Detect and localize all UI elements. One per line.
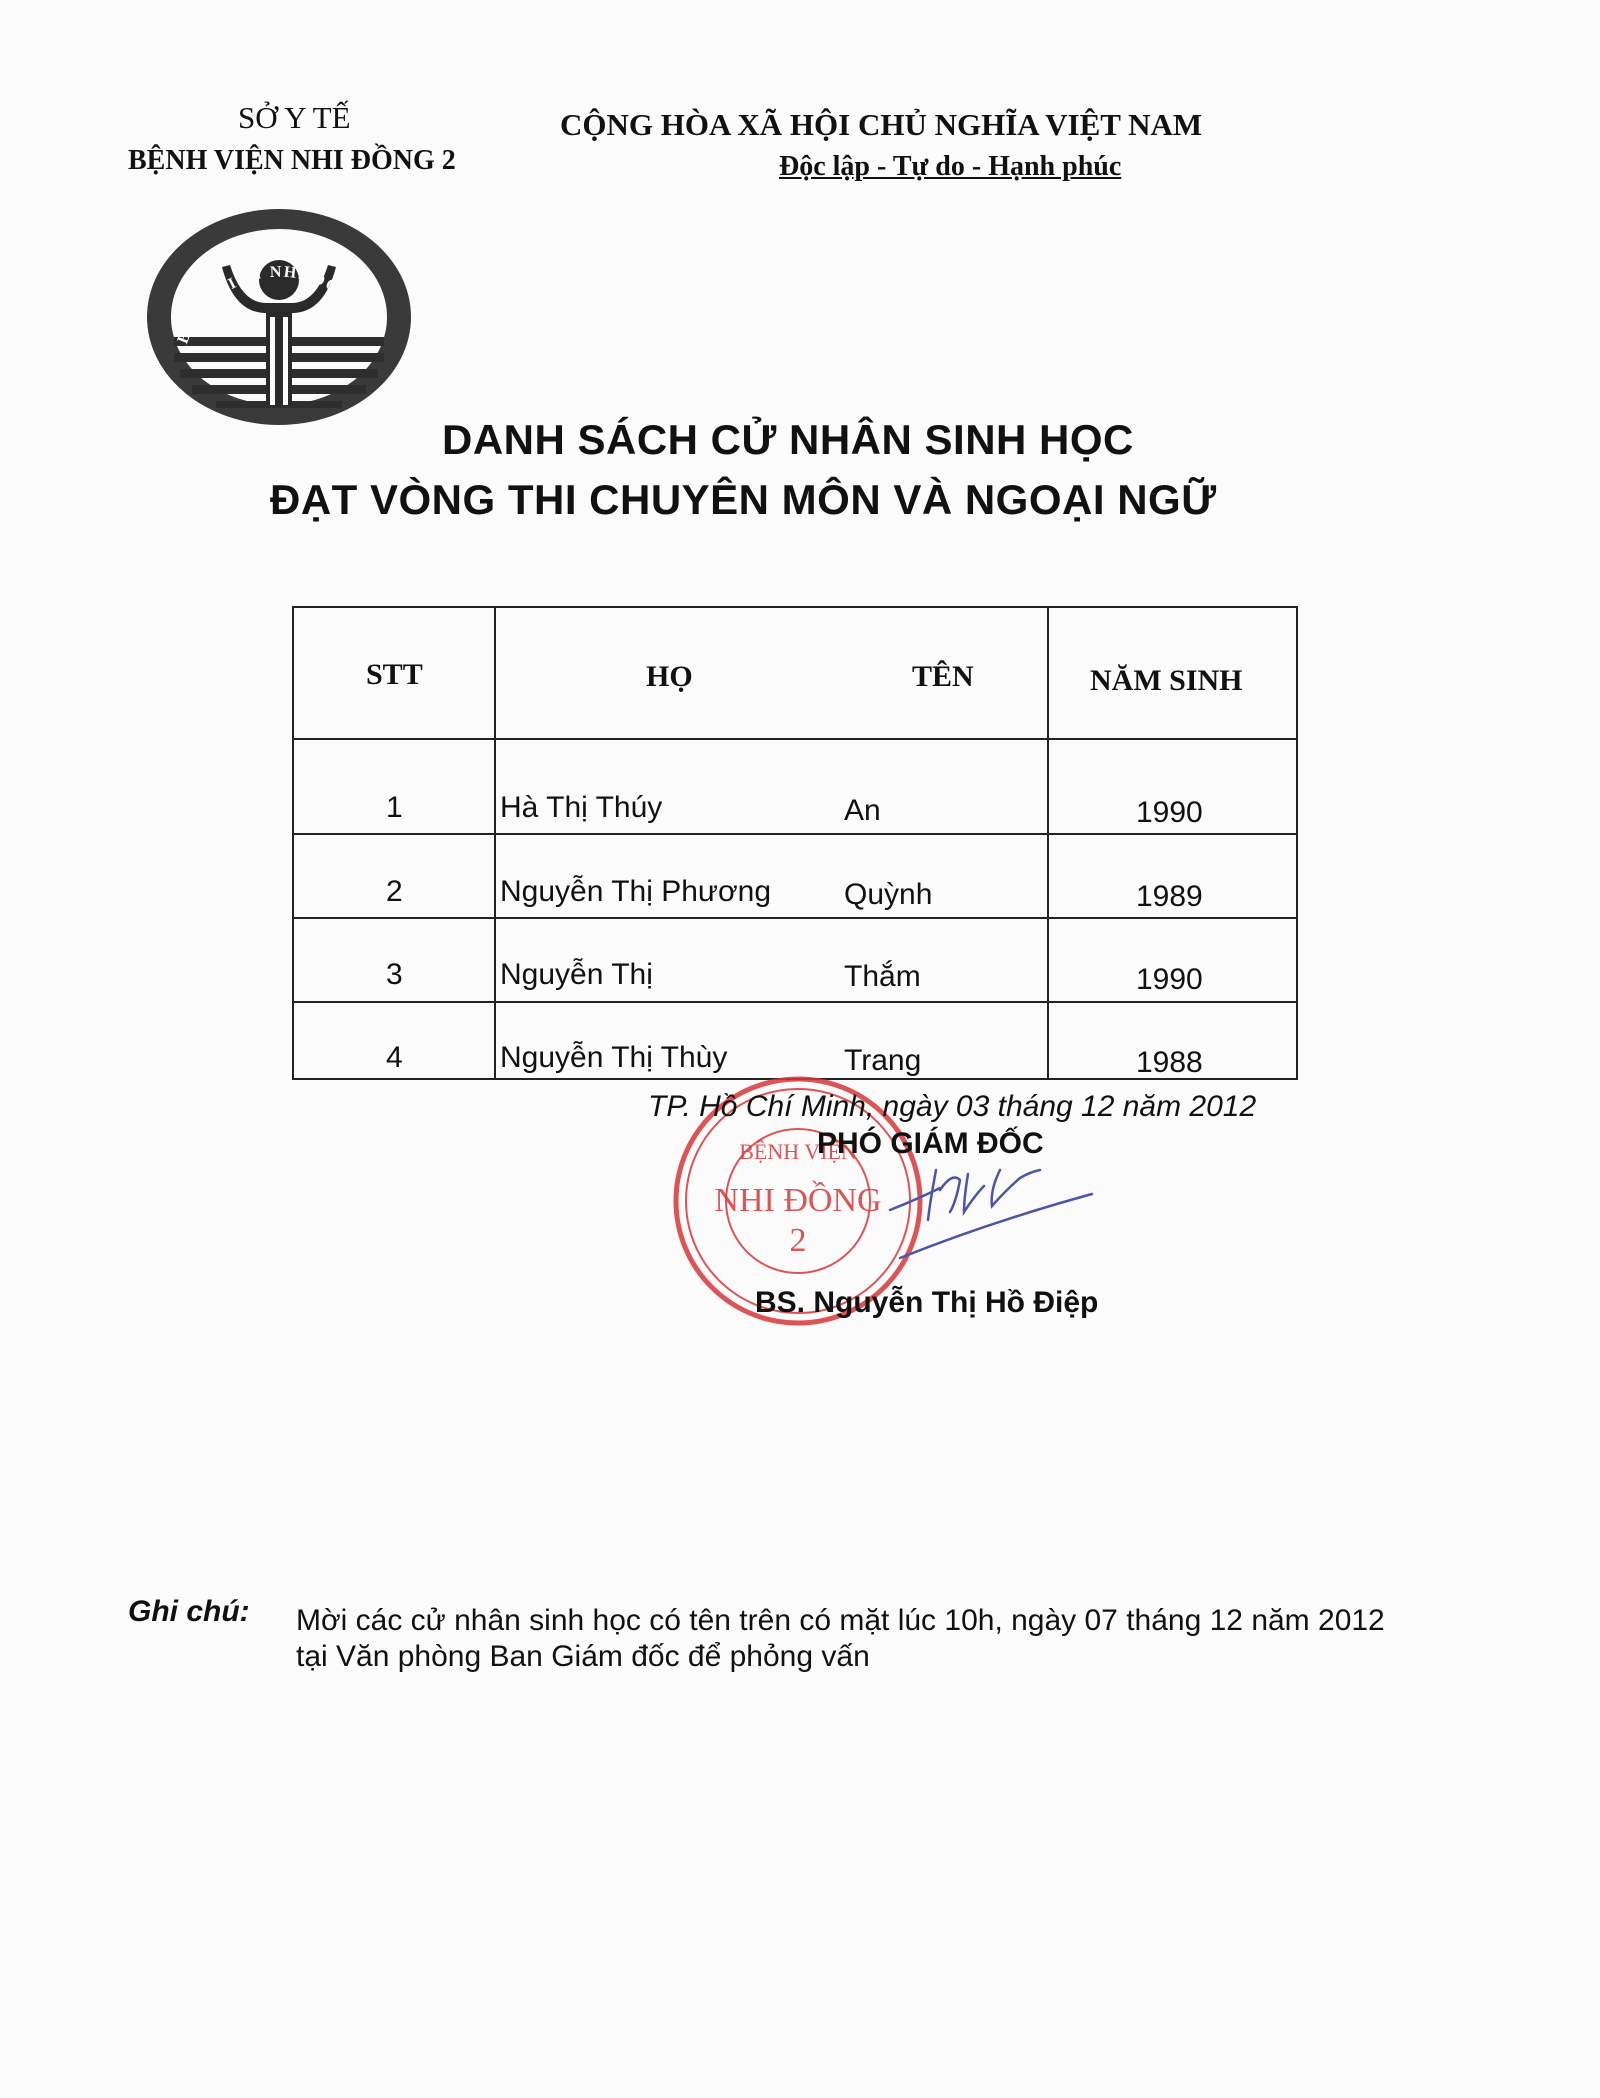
table-divider xyxy=(294,917,1296,919)
table-row-ho: Hà Thị Thúy xyxy=(500,791,663,824)
table-row-stt: 1 xyxy=(386,791,403,824)
table-row-ho: Nguyễn Thị Phương xyxy=(500,875,772,908)
header-ho: HỌ xyxy=(646,660,693,693)
note-label: Ghi chú: xyxy=(128,1595,250,1628)
hospital-logo xyxy=(144,205,414,430)
table-row-ten: Trang xyxy=(844,1044,922,1077)
table-row-nam-sinh: 1989 xyxy=(1136,880,1203,913)
svg-text:BỆNH VIỆN: BỆNH VIỆN xyxy=(739,1139,857,1164)
table-divider xyxy=(494,608,496,1078)
header-ten: TÊN xyxy=(912,660,974,693)
handwritten-signature xyxy=(880,1150,1100,1260)
note-text-line-1: Mời các cử nhân sinh học có tên trên có mặt lúc 10h, ngày 07 tháng 12 năm 2012 xyxy=(296,1604,1385,1637)
candidate-table xyxy=(292,606,1298,1080)
svg-text:2: 2 xyxy=(789,1222,807,1259)
table-row-nam-sinh: 1990 xyxy=(1136,796,1203,829)
hospital-name: BỆNH VIỆN NHI ĐỒNG 2 xyxy=(128,145,456,176)
table-row-stt: 2 xyxy=(386,875,403,908)
ministry-name: SỞ Y TẾ xyxy=(238,100,351,135)
signer-position: PHÓ GIÁM ĐỐC xyxy=(817,1127,1044,1160)
signer-name: BS. Nguyễn Thị Hồ Điệp xyxy=(755,1286,1099,1319)
svg-text:BỆNH VIỆN NHI ĐỒNG 2: BỆNH VIỆN NHI ĐỒNG 2 xyxy=(174,263,377,347)
table-row-stt: 3 xyxy=(386,958,403,991)
table-row-ho: Nguyễn Thị xyxy=(500,958,653,991)
document-title-line-2: ĐẠT VÒNG THI CHUYÊN MÔN VÀ NGOẠI NGỮ xyxy=(270,476,1217,523)
header-nam-sinh: NĂM SINH xyxy=(1090,664,1243,697)
table-row-nam-sinh: 1990 xyxy=(1136,963,1203,996)
table-row-ten: Thắm xyxy=(844,960,921,993)
document-title-line-1: DANH SÁCH CỬ NHÂN SINH HỌC xyxy=(442,416,1134,463)
national-motto: Độc lập - Tự do - Hạnh phúc xyxy=(779,151,1122,182)
header-stt: STT xyxy=(366,658,423,691)
table-divider xyxy=(1047,608,1049,1078)
national-title: CỘNG HÒA XÃ HỘI CHỦ NGHĨA VIỆT NAM xyxy=(560,107,1203,142)
table-divider xyxy=(294,738,1296,740)
svg-text:NHI ĐỒNG: NHI ĐỒNG xyxy=(714,1182,882,1219)
note-text-line-2: tại Văn phòng Ban Giám đốc để phỏng vấn xyxy=(296,1640,870,1673)
place-and-date: TP. Hồ Chí Minh, ngày 03 tháng 12 năm 2012 xyxy=(648,1090,1257,1123)
table-row-nam-sinh: 1988 xyxy=(1136,1046,1203,1079)
table-divider xyxy=(294,1001,1296,1003)
table-row-ten: Quỳnh xyxy=(844,878,933,911)
table-row-ho: Nguyễn Thị Thùy xyxy=(500,1041,728,1074)
table-row-ten: An xyxy=(844,794,881,827)
table-divider xyxy=(294,833,1296,835)
table-row-stt: 4 xyxy=(386,1041,403,1074)
